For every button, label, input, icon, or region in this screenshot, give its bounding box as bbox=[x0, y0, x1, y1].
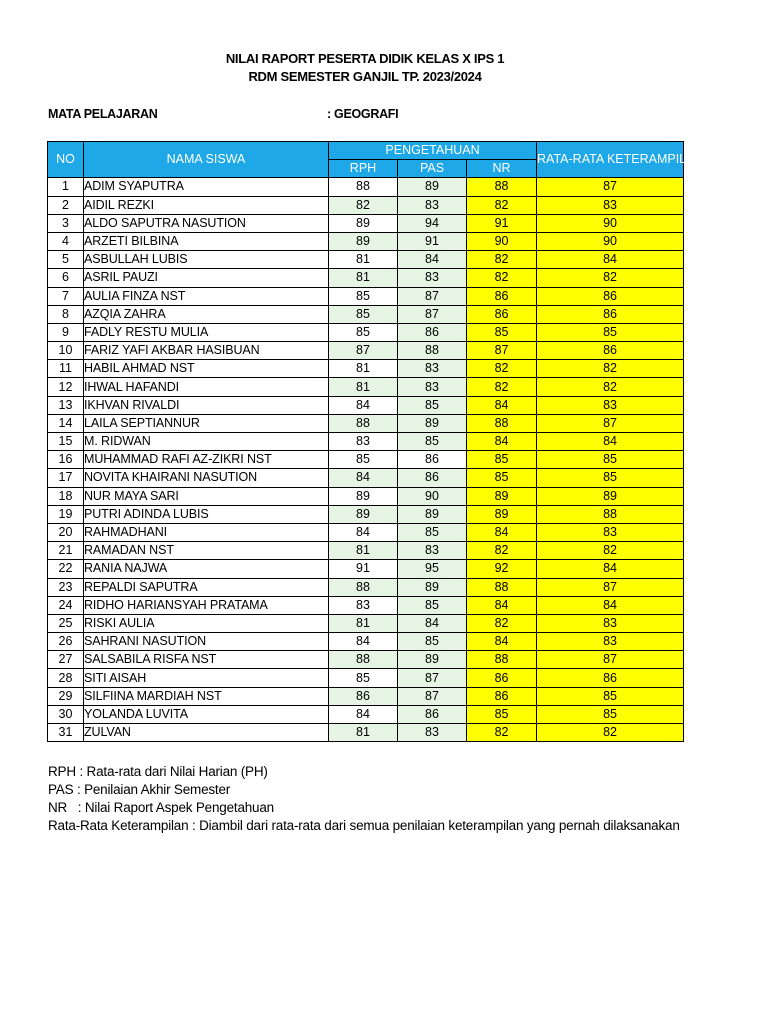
cell-name: FARIZ YAFI AKBAR HASIBUAN bbox=[84, 342, 329, 360]
cell-pas: 87 bbox=[398, 287, 467, 305]
cell-nr: 82 bbox=[467, 378, 537, 396]
cell-rph: 81 bbox=[329, 360, 398, 378]
cell-rata-rata: 86 bbox=[537, 305, 684, 323]
cell-rph: 88 bbox=[329, 414, 398, 432]
cell-rph: 81 bbox=[329, 614, 398, 632]
cell-name: SITI AISAH bbox=[84, 669, 329, 687]
subject-value: : GEOGRAFI bbox=[327, 107, 399, 121]
cell-nr: 84 bbox=[467, 633, 537, 651]
table-row bbox=[48, 669, 684, 687]
cell-rata-rata: 85 bbox=[537, 687, 684, 705]
cell-no: 10 bbox=[48, 342, 84, 360]
cell-pas: 85 bbox=[398, 523, 467, 541]
cell-rata-rata: 84 bbox=[537, 433, 684, 451]
cell-no: 17 bbox=[48, 469, 84, 487]
table-row bbox=[48, 596, 684, 614]
cell-name: RIDHO HARIANSYAH PRATAMA bbox=[84, 596, 329, 614]
cell-rata-rata: 82 bbox=[537, 378, 684, 396]
cell-rph: 83 bbox=[329, 433, 398, 451]
cell-pas: 83 bbox=[398, 360, 467, 378]
cell-rata-rata: 82 bbox=[537, 542, 684, 560]
cell-rata-rata: 84 bbox=[537, 560, 684, 578]
cell-name: ASBULLAH LUBIS bbox=[84, 251, 329, 269]
cell-rph: 85 bbox=[329, 305, 398, 323]
cell-name: ADIM SYAPUTRA bbox=[84, 178, 329, 196]
cell-pas: 83 bbox=[398, 378, 467, 396]
cell-no: 7 bbox=[48, 287, 84, 305]
cell-name: LAILA SEPTIANNUR bbox=[84, 414, 329, 432]
cell-rph: 85 bbox=[329, 323, 398, 341]
cell-no: 3 bbox=[48, 214, 84, 232]
cell-pas: 84 bbox=[398, 251, 467, 269]
table-row bbox=[48, 178, 684, 196]
cell-pas: 85 bbox=[398, 596, 467, 614]
table-row bbox=[48, 378, 684, 396]
cell-rph: 88 bbox=[329, 178, 398, 196]
cell-no: 29 bbox=[48, 687, 84, 705]
cell-nr: 86 bbox=[467, 669, 537, 687]
cell-pas: 87 bbox=[398, 669, 467, 687]
cell-pas: 89 bbox=[398, 178, 467, 196]
table-row bbox=[48, 451, 684, 469]
cell-pas: 84 bbox=[398, 614, 467, 632]
table-row bbox=[48, 287, 684, 305]
table-row bbox=[48, 433, 684, 451]
cell-nr: 82 bbox=[467, 614, 537, 632]
cell-rata-rata: 82 bbox=[537, 360, 684, 378]
cell-pas: 83 bbox=[398, 269, 467, 287]
cell-nr: 82 bbox=[467, 269, 537, 287]
cell-name: M. RIDWAN bbox=[84, 433, 329, 451]
cell-pas: 89 bbox=[398, 505, 467, 523]
table-row bbox=[48, 214, 684, 232]
cell-rph: 91 bbox=[329, 560, 398, 578]
cell-no: 11 bbox=[48, 360, 84, 378]
cell-rph: 86 bbox=[329, 687, 398, 705]
cell-name: AIDIL REZKI bbox=[84, 196, 329, 214]
table-row bbox=[48, 469, 684, 487]
cell-name: ZULVAN bbox=[84, 724, 329, 742]
table-row bbox=[48, 542, 684, 560]
cell-rata-rata: 84 bbox=[537, 251, 684, 269]
cell-rata-rata: 83 bbox=[537, 614, 684, 632]
cell-rph: 84 bbox=[329, 705, 398, 723]
cell-name: HABIL AHMAD NST bbox=[84, 360, 329, 378]
cell-no: 4 bbox=[48, 232, 84, 250]
cell-no: 15 bbox=[48, 433, 84, 451]
cell-pas: 88 bbox=[398, 342, 467, 360]
cell-no: 21 bbox=[48, 542, 84, 560]
cell-pas: 89 bbox=[398, 651, 467, 669]
note-nr: NR : Nilai Raport Aspek Pengetahuan bbox=[48, 800, 274, 815]
table-row bbox=[48, 269, 684, 287]
cell-name: ALDO SAPUTRA NASUTION bbox=[84, 214, 329, 232]
cell-nr: 82 bbox=[467, 196, 537, 214]
col-rata-rata-header: RATA-RATA KETERAMPILAN bbox=[537, 142, 684, 178]
cell-nr: 85 bbox=[467, 323, 537, 341]
cell-no: 19 bbox=[48, 505, 84, 523]
cell-no: 14 bbox=[48, 414, 84, 432]
cell-rph: 84 bbox=[329, 633, 398, 651]
cell-no: 8 bbox=[48, 305, 84, 323]
grades-table bbox=[47, 141, 704, 742]
cell-rata-rata: 87 bbox=[537, 414, 684, 432]
cell-no: 24 bbox=[48, 596, 84, 614]
cell-no: 31 bbox=[48, 724, 84, 742]
table-row bbox=[48, 487, 684, 505]
table-row bbox=[48, 251, 684, 269]
cell-no: 1 bbox=[48, 178, 84, 196]
cell-nr: 88 bbox=[467, 414, 537, 432]
cell-rph: 85 bbox=[329, 287, 398, 305]
cell-rata-rata: 82 bbox=[537, 269, 684, 287]
cell-name: SAHRANI NASUTION bbox=[84, 633, 329, 651]
cell-no: 26 bbox=[48, 633, 84, 651]
cell-pas: 89 bbox=[398, 578, 467, 596]
table-body bbox=[48, 178, 684, 742]
cell-nr: 86 bbox=[467, 687, 537, 705]
cell-nr: 84 bbox=[467, 596, 537, 614]
col-rph-header: RPH bbox=[329, 160, 398, 178]
cell-pas: 86 bbox=[398, 705, 467, 723]
cell-rata-rata: 86 bbox=[537, 342, 684, 360]
cell-no: 30 bbox=[48, 705, 84, 723]
note-rph: RPH : Rata-rata dari Nilai Harian (PH) bbox=[48, 764, 268, 779]
cell-rata-rata: 86 bbox=[537, 287, 684, 305]
report-subtitle: RDM SEMESTER GANJIL TP. 2023/2024 bbox=[248, 69, 482, 84]
cell-pas: 90 bbox=[398, 487, 467, 505]
cell-no: 28 bbox=[48, 669, 84, 687]
table-row bbox=[48, 705, 684, 723]
cell-name: FADLY RESTU MULIA bbox=[84, 323, 329, 341]
cell-pas: 85 bbox=[398, 433, 467, 451]
cell-rph: 88 bbox=[329, 651, 398, 669]
cell-name: ARZETI BILBINA bbox=[84, 232, 329, 250]
cell-pas: 95 bbox=[398, 560, 467, 578]
cell-rata-rata: 88 bbox=[537, 505, 684, 523]
cell-nr: 91 bbox=[467, 214, 537, 232]
cell-no: 13 bbox=[48, 396, 84, 414]
cell-rata-rata: 85 bbox=[537, 451, 684, 469]
cell-nr: 82 bbox=[467, 542, 537, 560]
cell-rph: 81 bbox=[329, 269, 398, 287]
cell-name: SALSABILA RISFA NST bbox=[84, 651, 329, 669]
cell-name: IHWAL HAFANDI bbox=[84, 378, 329, 396]
cell-pas: 86 bbox=[398, 451, 467, 469]
cell-name: AULIA FINZA NST bbox=[84, 287, 329, 305]
cell-name: AZQIA ZAHRA bbox=[84, 305, 329, 323]
cell-pas: 83 bbox=[398, 542, 467, 560]
cell-pas: 89 bbox=[398, 414, 467, 432]
cell-nr: 82 bbox=[467, 724, 537, 742]
cell-rata-rata: 83 bbox=[537, 633, 684, 651]
subject-label: MATA PELAJARAN bbox=[48, 107, 158, 121]
cell-rata-rata: 89 bbox=[537, 487, 684, 505]
cell-rph: 84 bbox=[329, 469, 398, 487]
cell-no: 18 bbox=[48, 487, 84, 505]
col-name-header: NAMA SISWA bbox=[84, 142, 329, 178]
cell-nr: 84 bbox=[467, 523, 537, 541]
cell-rph: 81 bbox=[329, 542, 398, 560]
cell-rata-rata: 87 bbox=[537, 178, 684, 196]
cell-pas: 85 bbox=[398, 633, 467, 651]
cell-nr: 88 bbox=[467, 651, 537, 669]
cell-rata-rata: 87 bbox=[537, 651, 684, 669]
cell-name: RAHMADHANI bbox=[84, 523, 329, 541]
cell-rph: 89 bbox=[329, 232, 398, 250]
table-row bbox=[48, 305, 684, 323]
cell-rph: 89 bbox=[329, 487, 398, 505]
cell-nr: 85 bbox=[467, 451, 537, 469]
cell-nr: 82 bbox=[467, 251, 537, 269]
cell-nr: 87 bbox=[467, 342, 537, 360]
cell-rph: 88 bbox=[329, 578, 398, 596]
cell-rph: 84 bbox=[329, 396, 398, 414]
col-pengetahuan-header: PENGETAHUAN bbox=[329, 142, 537, 160]
table-row bbox=[48, 651, 684, 669]
cell-nr: 85 bbox=[467, 469, 537, 487]
cell-rata-rata: 83 bbox=[537, 396, 684, 414]
table-row bbox=[48, 342, 684, 360]
table-row bbox=[48, 633, 684, 651]
col-pas-header: PAS bbox=[398, 160, 467, 178]
cell-nr: 84 bbox=[467, 396, 537, 414]
cell-rph: 84 bbox=[329, 523, 398, 541]
cell-pas: 86 bbox=[398, 469, 467, 487]
note-pas: PAS : Penilaian Akhir Semester bbox=[48, 782, 231, 797]
cell-name: PUTRI ADINDA LUBIS bbox=[84, 505, 329, 523]
cell-pas: 85 bbox=[398, 396, 467, 414]
cell-nr: 86 bbox=[467, 287, 537, 305]
cell-nr: 88 bbox=[467, 178, 537, 196]
cell-rata-rata: 84 bbox=[537, 596, 684, 614]
col-nr-header: NR bbox=[467, 160, 537, 178]
table-row bbox=[48, 232, 684, 250]
cell-pas: 87 bbox=[398, 687, 467, 705]
cell-no: 2 bbox=[48, 196, 84, 214]
cell-pas: 91 bbox=[398, 232, 467, 250]
cell-rph: 83 bbox=[329, 596, 398, 614]
table-row bbox=[48, 724, 684, 742]
cell-name: RISKI AULIA bbox=[84, 614, 329, 632]
cell-pas: 86 bbox=[398, 323, 467, 341]
cell-nr: 92 bbox=[467, 560, 537, 578]
cell-rph: 81 bbox=[329, 724, 398, 742]
cell-name: ASRIL PAUZI bbox=[84, 269, 329, 287]
cell-rph: 81 bbox=[329, 251, 398, 269]
cell-pas: 83 bbox=[398, 724, 467, 742]
col-no-header: NO bbox=[48, 142, 84, 178]
cell-nr: 84 bbox=[467, 433, 537, 451]
cell-nr: 89 bbox=[467, 487, 537, 505]
cell-rata-rata: 85 bbox=[537, 469, 684, 487]
cell-rata-rata: 85 bbox=[537, 705, 684, 723]
cell-name: SILFIINA MARDIAH NST bbox=[84, 687, 329, 705]
cell-name: RAMADAN NST bbox=[84, 542, 329, 560]
table-row bbox=[48, 523, 684, 541]
cell-rata-rata: 83 bbox=[537, 196, 684, 214]
cell-rph: 85 bbox=[329, 669, 398, 687]
cell-nr: 82 bbox=[467, 360, 537, 378]
cell-rph: 82 bbox=[329, 196, 398, 214]
cell-name: NUR MAYA SARI bbox=[84, 487, 329, 505]
cell-no: 27 bbox=[48, 651, 84, 669]
cell-name: MUHAMMAD RAFI AZ-ZIKRI NST bbox=[84, 451, 329, 469]
cell-nr: 89 bbox=[467, 505, 537, 523]
table-row bbox=[48, 687, 684, 705]
cell-no: 23 bbox=[48, 578, 84, 596]
cell-pas: 83 bbox=[398, 196, 467, 214]
table-row bbox=[48, 505, 684, 523]
cell-nr: 88 bbox=[467, 578, 537, 596]
table-row bbox=[48, 614, 684, 632]
cell-no: 9 bbox=[48, 323, 84, 341]
cell-pas: 94 bbox=[398, 214, 467, 232]
cell-nr: 90 bbox=[467, 232, 537, 250]
cell-pas: 87 bbox=[398, 305, 467, 323]
cell-name: RANIA NAJWA bbox=[84, 560, 329, 578]
cell-rata-rata: 85 bbox=[537, 323, 684, 341]
cell-no: 25 bbox=[48, 614, 84, 632]
cell-name: IKHVAN RIVALDI bbox=[84, 396, 329, 414]
table-row bbox=[48, 560, 684, 578]
table-row bbox=[48, 323, 684, 341]
cell-nr: 86 bbox=[467, 305, 537, 323]
cell-rata-rata: 82 bbox=[537, 724, 684, 742]
cell-name: YOLANDA LUVITA bbox=[84, 705, 329, 723]
cell-no: 22 bbox=[48, 560, 84, 578]
cell-rata-rata: 90 bbox=[537, 214, 684, 232]
cell-no: 20 bbox=[48, 523, 84, 541]
table-row bbox=[48, 414, 684, 432]
table-row bbox=[48, 396, 684, 414]
table-row bbox=[48, 196, 684, 214]
cell-rph: 81 bbox=[329, 378, 398, 396]
cell-rph: 85 bbox=[329, 451, 398, 469]
legend-notes bbox=[48, 763, 680, 835]
cell-rata-rata: 87 bbox=[537, 578, 684, 596]
cell-rph: 89 bbox=[329, 505, 398, 523]
cell-rata-rata: 86 bbox=[537, 669, 684, 687]
cell-rata-rata: 83 bbox=[537, 523, 684, 541]
cell-no: 5 bbox=[48, 251, 84, 269]
report-title: NILAI RAPORT PESERTA DIDIK KELAS X IPS 1 bbox=[225, 51, 505, 66]
cell-no: 16 bbox=[48, 451, 84, 469]
cell-no: 6 bbox=[48, 269, 84, 287]
table-row bbox=[48, 360, 684, 378]
cell-no: 12 bbox=[48, 378, 84, 396]
table-row bbox=[48, 578, 684, 596]
cell-name: REPALDI SAPUTRA bbox=[84, 578, 329, 596]
note-rata-rata: Rata-Rata Keterampilan : Diambil dari rata-rata dari semua penilaian keterampilan yang pernah dilaksanakan bbox=[48, 818, 680, 833]
cell-nr: 85 bbox=[467, 705, 537, 723]
cell-name: NOVITA KHAIRANI NASUTION bbox=[84, 469, 329, 487]
cell-rata-rata: 90 bbox=[537, 232, 684, 250]
cell-rph: 89 bbox=[329, 214, 398, 232]
cell-rph: 87 bbox=[329, 342, 398, 360]
